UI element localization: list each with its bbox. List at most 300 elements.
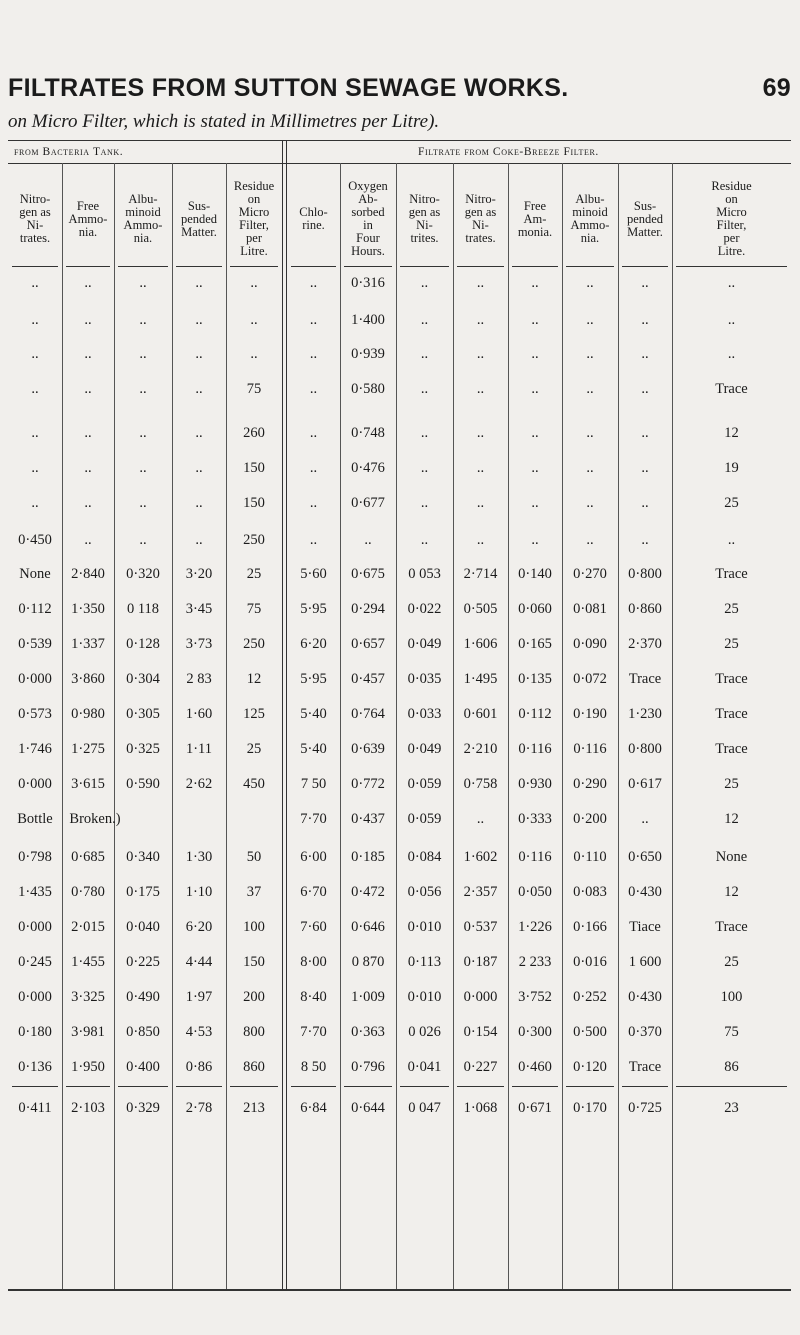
table-cell: ..	[641, 425, 649, 441]
table-cell: 37	[246, 884, 262, 900]
table-cell: ..	[84, 381, 92, 397]
table-cell: 0·437	[351, 811, 385, 827]
summary-rule	[457, 1086, 504, 1087]
table-cell: 0·136	[18, 1059, 52, 1075]
table-cell: 6·70	[300, 884, 327, 900]
table-cell: 0·059	[407, 776, 442, 792]
table-cell: 1·746	[18, 741, 52, 757]
table-cell: 150	[243, 495, 265, 511]
table-cell: 0·325	[126, 741, 160, 757]
table-cell: 125	[243, 706, 265, 722]
table-cell: 0·430	[628, 989, 662, 1005]
table-cell: 8·00	[300, 954, 327, 970]
table-cell: ..	[420, 275, 429, 291]
table-cell: 1·009	[351, 989, 385, 1005]
column-rule	[618, 163, 619, 1289]
table-cell: 0·505	[463, 601, 498, 617]
table-cell: 25	[724, 954, 739, 970]
table-cell: 0·000	[18, 919, 52, 935]
page-number: 69	[762, 74, 791, 102]
table-cell: ..	[364, 532, 372, 548]
table-cell: 0·675	[351, 566, 385, 582]
summary-cell: 23	[724, 1100, 739, 1116]
table-cell: 150	[243, 954, 265, 970]
table-cell: ..	[31, 495, 39, 511]
table-cell: 0·490	[126, 989, 160, 1005]
table-cell: 0·112	[18, 601, 52, 617]
table-cell: ..	[476, 275, 485, 291]
group-title-coke-breeze-filter: Filtrate from Coke-Breeze Filter.	[418, 146, 599, 158]
summary-cell: 0 047	[408, 1100, 441, 1116]
page-title: FILTRATES FROM SUTTON SEWAGE WORKS.	[8, 74, 569, 102]
table-cell: ..	[195, 312, 203, 328]
table-cell: ..	[139, 275, 147, 291]
table-cell: 12	[724, 884, 739, 900]
table-cell: 0·290	[573, 776, 607, 792]
table-cell: 0·166	[573, 919, 607, 935]
table-cell: 800	[243, 1024, 265, 1040]
table-cell: 0·758	[463, 776, 498, 792]
table-cell: None	[715, 849, 748, 865]
table-cell: 0·764	[351, 706, 385, 722]
summary-cell: 0·329	[126, 1100, 160, 1116]
column-header: Albu- minoid Ammo- nia.	[123, 192, 163, 245]
table-cell: 25	[724, 601, 739, 617]
table-cell: 1·455	[71, 954, 105, 970]
table-cell	[226, 808, 282, 830]
table-top-rule	[8, 140, 791, 141]
table-cell: ..	[84, 425, 92, 441]
table-cell: 0·225	[126, 954, 160, 970]
table-cell: ..	[84, 495, 92, 511]
table-cell: 3·73	[185, 636, 213, 652]
table-cell: 0·010	[407, 919, 442, 935]
table-cell: ..	[420, 532, 429, 548]
table-cell: 1·11	[185, 741, 213, 757]
table-cell: 0·072	[573, 671, 607, 687]
column-rule	[396, 163, 397, 1289]
table-cell: 1·950	[71, 1059, 105, 1075]
table-cell: 1·400	[351, 312, 385, 328]
table-cell: 0 053	[408, 566, 441, 582]
table-cell: 0·316	[351, 275, 385, 291]
table-cell: ..	[139, 495, 147, 511]
table-cell: 260	[243, 425, 265, 441]
table-cell: 0·850	[126, 1024, 160, 1040]
summary-rule	[12, 1086, 58, 1087]
table-cell: 0·363	[351, 1024, 385, 1040]
table-cell: ..	[476, 381, 485, 397]
summary-cell: 1·068	[463, 1100, 498, 1116]
table-cell: ..	[476, 346, 485, 362]
table-cell: 0·128	[126, 636, 160, 652]
table-cell: 12	[246, 671, 262, 687]
table-cell: ..	[139, 532, 147, 548]
table-cell: ..	[727, 532, 736, 548]
column-rule	[340, 163, 341, 1289]
table-cell: 250	[243, 532, 265, 548]
summary-cell: 0·725	[628, 1100, 662, 1116]
summary-cell: 213	[243, 1100, 265, 1116]
table-cell: 0·022	[407, 601, 442, 617]
table-cell: 0·016	[573, 954, 607, 970]
summary-cell: 2·103	[71, 1100, 105, 1116]
table-cell: ..	[531, 532, 539, 548]
column-header: Sus- pended Matter.	[626, 198, 664, 239]
table-cell: 100	[243, 919, 265, 935]
header-rule	[230, 266, 278, 267]
table-cell	[172, 808, 226, 830]
table-cell: 0·040	[126, 919, 160, 935]
table-cell: 0·270	[573, 566, 607, 582]
table-cell: 0·116	[573, 741, 607, 757]
table-cell: ..	[84, 275, 92, 291]
summary-rule	[291, 1086, 336, 1087]
table-cell: 50	[246, 849, 262, 865]
table-cell: 0·460	[518, 1059, 552, 1075]
table-cell: ..	[586, 495, 594, 511]
table-cell: 7·60	[300, 919, 327, 935]
table-cell: ..	[250, 312, 258, 328]
table-cell: 0·090	[573, 636, 607, 652]
table-cell: ..	[641, 460, 649, 476]
table-cell: 0·060	[518, 601, 552, 617]
table-cell: 0·035	[407, 671, 442, 687]
column-rule	[62, 163, 63, 1289]
table-cell: 0·116	[518, 849, 552, 865]
table-cell: ..	[139, 460, 147, 476]
table-cell: 0 026	[408, 1024, 441, 1040]
column-header: Sus- pended Matter.	[180, 198, 218, 239]
table-cell: 0·227	[463, 1059, 498, 1075]
table-cell: ..	[195, 275, 203, 291]
table-cell: Trace	[715, 381, 748, 397]
table-cell: 2 83	[186, 671, 212, 687]
table-cell: 0·646	[351, 919, 385, 935]
table-cell: 2·357	[463, 884, 498, 900]
table-cell: 0·400	[126, 1059, 160, 1075]
column-header: Free Ammo- nia.	[68, 198, 108, 239]
table-cell: ..	[195, 425, 203, 441]
table-cell: ..	[727, 346, 736, 362]
table-cell: 0·010	[407, 989, 442, 1005]
table-cell: 0·084	[407, 849, 442, 865]
table-cell: 8 50	[300, 1059, 327, 1075]
table-cell: 0·86	[185, 1059, 213, 1075]
table-cell: 86	[724, 1059, 739, 1075]
table-cell: ..	[31, 381, 39, 397]
table-cell: 0·049	[407, 636, 442, 652]
table-cell: ..	[84, 532, 92, 548]
table-cell: 2 233	[518, 954, 552, 970]
summary-rule	[400, 1086, 449, 1087]
table-cell: Trace	[715, 706, 748, 722]
table-cell: ..	[84, 460, 92, 476]
table-cell: 0·113	[407, 954, 442, 970]
table-cell: 0·110	[573, 849, 607, 865]
header-rule	[622, 266, 668, 267]
table-cell: ..	[586, 425, 594, 441]
header-rule	[291, 266, 336, 267]
table-cell: 12	[724, 425, 739, 441]
page-subtitle: on Micro Filter, which is stated in Millimetres per Litre).	[8, 111, 440, 132]
table-cell: ..	[476, 532, 485, 548]
column-rule	[562, 163, 563, 1289]
column-rule	[114, 163, 115, 1289]
table-cell: ..	[420, 346, 429, 362]
table-cell: 3·45	[185, 601, 213, 617]
table-cell: ..	[641, 346, 649, 362]
table-cell: ..	[195, 532, 203, 548]
table-cell: ..	[586, 346, 594, 362]
header-rule	[344, 266, 392, 267]
table-cell: 0·939	[351, 346, 385, 362]
group-title-bacteria-tank: from Bacteria Tank.	[14, 146, 124, 158]
table-cell: 2·714	[463, 566, 498, 582]
table-cell: 6·20	[185, 919, 213, 935]
column-header: Oxygen Ab- sorbed in Four Hours.	[348, 179, 388, 258]
table-cell: ..	[309, 346, 318, 362]
table-cell: 0·472	[351, 884, 385, 900]
table-cell: ..	[31, 425, 39, 441]
table-cell: 7·70	[300, 811, 327, 827]
table-cell: 7 50	[300, 776, 327, 792]
column-header: Nitro- gen as Ni- trates.	[19, 192, 51, 245]
table-cell: ..	[139, 381, 147, 397]
table-cell: 6·00	[300, 849, 327, 865]
table-cell: 100	[720, 989, 743, 1005]
table-cell: ..	[476, 425, 485, 441]
table-cell: 0·370	[628, 1024, 662, 1040]
table-cell: ..	[250, 346, 258, 362]
running-head	[8, 74, 791, 108]
table-cell: ..	[531, 460, 539, 476]
table-cell: 0·430	[628, 884, 662, 900]
table-cell: 0·476	[351, 460, 385, 476]
column-header: Free Am- monia.	[517, 198, 553, 239]
table-cell: 25	[724, 776, 739, 792]
table-cell: 0·059	[407, 811, 442, 827]
header-rule	[66, 266, 110, 267]
table-cell: ..	[309, 495, 318, 511]
table-cell: 0·300	[518, 1024, 552, 1040]
table-cell: 0·185	[351, 849, 385, 865]
table-cell: Trace	[715, 919, 748, 935]
table-cell: Bottle	[17, 811, 53, 827]
header-rule	[400, 266, 449, 267]
table-cell: ..	[641, 495, 649, 511]
summary-cell: 0·644	[351, 1100, 385, 1116]
table-cell: ..	[250, 275, 258, 291]
table-cell: Trace	[715, 741, 748, 757]
table-cell: ..	[531, 346, 539, 362]
table-cell: 0·135	[518, 671, 552, 687]
table-cell: 0·340	[126, 849, 160, 865]
column-header: Nitro- gen as Ni- trites.	[408, 192, 441, 245]
column-header: Residue on Micro Filter, per Litre.	[711, 179, 752, 258]
table-cell: 75	[246, 381, 262, 397]
table-cell: 6·20	[300, 636, 327, 652]
table-cell: 0·000	[18, 671, 52, 687]
table-cell: ..	[139, 425, 147, 441]
table-cell: 5·40	[300, 741, 327, 757]
column-header: Albu- minoid Ammo- nia.	[570, 192, 610, 245]
table-cell: 3·752	[518, 989, 552, 1005]
table-cell: 0·980	[71, 706, 105, 722]
group-rule	[8, 163, 791, 164]
table-cell: ..	[531, 275, 539, 291]
column-rule	[672, 163, 673, 1289]
table-cell: 0·450	[18, 532, 52, 548]
table-cell: 0·573	[18, 706, 52, 722]
table-cell: Trace	[628, 671, 662, 687]
table-cell: ..	[309, 275, 318, 291]
table-cell: 0·304	[126, 671, 160, 687]
table-cell: 5·95	[300, 671, 327, 687]
table-cell: 25	[724, 636, 739, 652]
table-cell: 0·639	[351, 741, 385, 757]
summary-rule	[566, 1086, 614, 1087]
table-cell: ..	[195, 495, 203, 511]
summary-rule	[176, 1086, 222, 1087]
table-cell: 0·539	[18, 636, 52, 652]
table-cell: 1·226	[518, 919, 552, 935]
table-cell: 0·320	[126, 566, 160, 582]
summary-rule	[344, 1086, 392, 1087]
table-cell: ..	[84, 346, 92, 362]
header-rule	[457, 266, 504, 267]
table-cell: ..	[476, 460, 485, 476]
table-cell: 0·245	[18, 954, 52, 970]
table-cell: 250	[243, 636, 265, 652]
table-cell: 5·60	[300, 566, 327, 582]
table-cell: 0·056	[407, 884, 442, 900]
header-rule	[176, 266, 222, 267]
header-rule	[12, 266, 58, 267]
table-cell: 1·435	[18, 884, 52, 900]
table-cell: 0·116	[518, 741, 552, 757]
table-cell: 75	[724, 1024, 739, 1040]
table-cell: 0·617	[628, 776, 662, 792]
table-cell: 0·000	[463, 989, 498, 1005]
table-cell: 3·20	[185, 566, 213, 582]
table-cell: Trace	[715, 671, 748, 687]
table-cell: 0·033	[407, 706, 442, 722]
table-cell: 0·180	[18, 1024, 52, 1040]
header-rule	[566, 266, 614, 267]
summary-cell: 0·671	[518, 1100, 552, 1116]
table-cell: 0·860	[628, 601, 662, 617]
table-cell: 0 870	[351, 954, 385, 970]
table-cell: ..	[476, 811, 485, 827]
table-cell: 0·112	[518, 706, 552, 722]
summary-rule	[622, 1086, 668, 1087]
table-cell: 0·798	[18, 849, 52, 865]
table-cell: 0·500	[573, 1024, 607, 1040]
table-cell: Trace	[628, 1059, 662, 1075]
table-cell: 0·000	[18, 989, 52, 1005]
table-cell: ..	[420, 460, 429, 476]
table-cell: 0·580	[351, 381, 385, 397]
table-cell: 3·325	[71, 989, 105, 1005]
table-cell: 25	[246, 741, 262, 757]
table-cell: ..	[195, 381, 203, 397]
table-bottom-rule	[8, 1289, 791, 1291]
table-cell: 5·95	[300, 601, 327, 617]
table-cell: 7·70	[300, 1024, 327, 1040]
table-cell: ..	[641, 312, 649, 328]
column-rule	[453, 163, 454, 1289]
table-cell: 25	[246, 566, 262, 582]
table-cell: ..	[727, 275, 736, 291]
table-cell: ..	[309, 532, 318, 548]
table-cell: ..	[586, 460, 594, 476]
table-cell: 0·796	[351, 1059, 385, 1075]
table-cell: Tiace	[629, 919, 661, 935]
table-cell: ..	[641, 532, 649, 548]
table-cell: 3·615	[71, 776, 105, 792]
table-cell: ..	[139, 346, 147, 362]
table-cell: 5·40	[300, 706, 327, 722]
table-cell: ..	[531, 495, 539, 511]
header-rule	[512, 266, 558, 267]
table-cell: ..	[586, 532, 594, 548]
column-rule	[508, 163, 509, 1289]
table-cell: 25	[724, 495, 739, 511]
table-cell: ..	[531, 425, 539, 441]
table-cell: 3·860	[71, 671, 105, 687]
table-cell: Broken.)	[69, 811, 121, 827]
table-cell: 0·294	[351, 601, 385, 617]
table-cell: 2·210	[463, 741, 498, 757]
table-cell: 1·275	[71, 741, 105, 757]
table-cell: 0·800	[628, 566, 662, 582]
table-cell: 0·685	[71, 849, 105, 865]
table-cell: ..	[31, 346, 39, 362]
table-cell: ..	[586, 381, 594, 397]
table-cell: 0·049	[407, 741, 442, 757]
table-cell: 0·165	[518, 636, 552, 652]
table-cell: 4·53	[185, 1024, 213, 1040]
table-cell: 0·305	[126, 706, 160, 722]
column-header: Chlo- rine.	[299, 205, 328, 232]
table-cell: 1·602	[463, 849, 498, 865]
table-cell: 0·772	[351, 776, 385, 792]
table-cell: ..	[586, 312, 594, 328]
summary-cell: 6·84	[300, 1100, 327, 1116]
summary-rule	[676, 1086, 787, 1087]
table-cell: 0·780	[71, 884, 105, 900]
table-cell: ..	[420, 495, 429, 511]
table-cell: 0·000	[18, 776, 52, 792]
column-rule	[226, 163, 227, 1289]
table-cell: ..	[420, 312, 429, 328]
table-cell: ..	[420, 425, 429, 441]
table-cell: 0·175	[126, 884, 160, 900]
table-cell: 0·457	[351, 671, 385, 687]
table-cell: 0·083	[573, 884, 607, 900]
table-cell: ..	[586, 275, 594, 291]
table-cell: ..	[476, 312, 485, 328]
table-cell: 1·60	[185, 706, 213, 722]
table-cell: 1·495	[463, 671, 498, 687]
table-cell: 0·200	[573, 811, 607, 827]
table-cell: ..	[195, 460, 203, 476]
table-cell: 0·677	[351, 495, 385, 511]
column-header: Nitro- gen as Ni- trates.	[464, 192, 497, 245]
summary-rule	[512, 1086, 558, 1087]
table-cell: 1·230	[628, 706, 662, 722]
